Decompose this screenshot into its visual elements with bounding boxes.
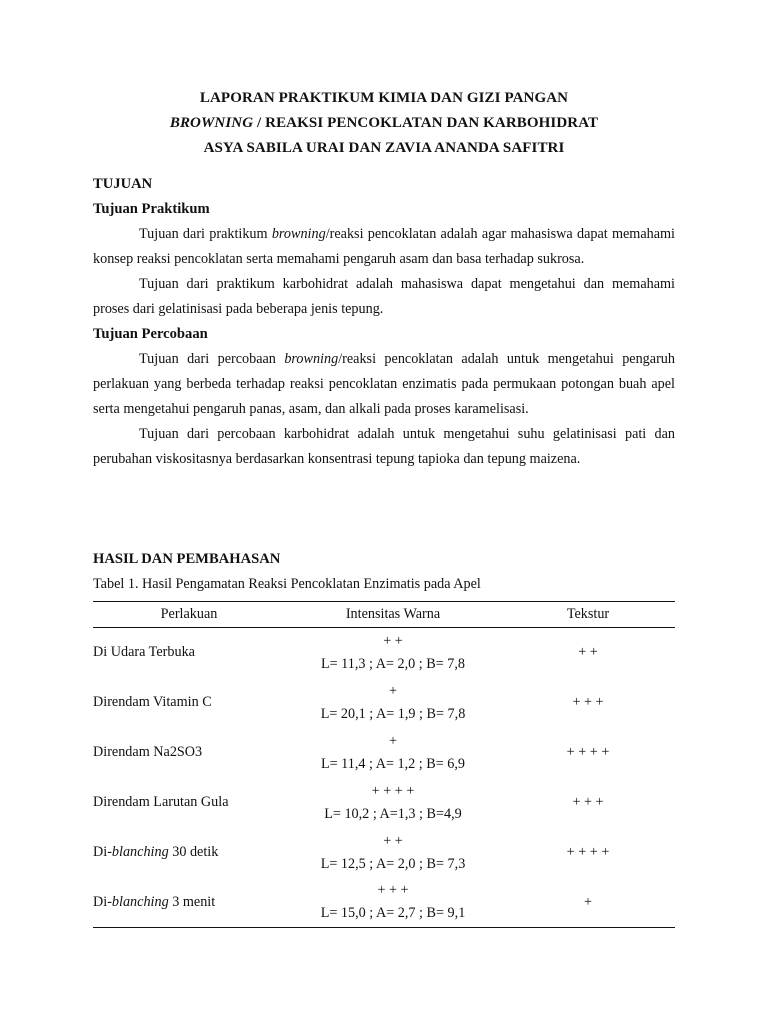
intensitas-cell [285,828,501,878]
text-run: /reaksi pencoklatan adalah untuk mengetahui pengaruh perlakuan yang berbeda terhadap reaksi pencoklatan enzimatis pada permukaan potongan buah apel serta mengetahui pengaruh panas, asam, dan alkali pada proses karamelisasi. [93,351,675,417]
tujuan-percobaan-heading: Tujuan Percobaan [93,326,208,342]
text-run: Tujuan dari praktikum [139,226,272,242]
intensity-signs: + + [383,632,403,649]
report-title [0,86,768,161]
table-row [93,778,675,828]
tekstur-cell: + + + [572,794,604,810]
text-run: Direndam Larutan Gula [93,794,229,810]
lab-values: L= 11,3 ; A= 2,0 ; B= 7,8 [320,655,466,672]
intensitas-cell [285,678,501,728]
intensitas-cell [285,628,501,678]
tekstur-cell: + + + + [566,744,610,760]
intensity-signs: + [388,732,397,749]
tujuan-percobaan-paragraph-1 [93,347,675,422]
tujuan-percobaan-paragraph-2: Tujuan dari percobaan karbohidrat adalah untuk mengetahui suhu gelatinisasi pati dan perubahan viskositasnya berdasarkan konsentrasi tepung tapioka dan tepung maizena. [93,426,675,467]
intensitas-cell [285,728,501,778]
title-line-2 [0,111,768,136]
text-run: Direndam Na2SO3 [93,744,203,760]
text-run: 30 detik [168,844,219,860]
table-row [93,628,675,678]
perlakuan-cell [93,878,285,928]
title-line-1: LAPORAN PRAKTIKUM KIMIA DAN GIZI PANGAN [199,90,569,106]
lab-values: L= 15,0 ; A= 2,7 ; B= 9,1 [320,905,466,922]
text-run: Di- [93,893,112,910]
tujuan-section [93,172,675,472]
column-header-tekstur: Tekstur [501,602,675,628]
table-row [93,678,675,728]
text-run: Di- [93,844,112,860]
intensity-signs: + + [383,832,403,849]
lab-values: L= 12,5 ; A= 2,0 ; B= 7,3 [320,855,466,872]
perlakuan-cell [93,628,285,678]
title-line-3: ASYA SABILA URAI DAN ZAVIA ANANDA SAFITRI [203,140,565,156]
title-italic-word: BROWNING [169,115,254,131]
intensity-signs: + + + + [371,782,415,799]
tekstur-cell: + + + [572,694,604,710]
italic-term: blanching [111,844,169,860]
text-run: Direndam Vitamin C [93,694,212,710]
hasil-section [93,547,675,928]
perlakuan-cell [93,828,285,878]
title-line-2-rest: / REAKSI PENCOKLATAN DAN KARBOHIDRAT [253,115,599,131]
intensity-signs: + [388,682,397,699]
lab-values: L= 11,4 ; A= 1,2 ; B= 6,9 [320,755,466,772]
lab-values: L= 20,1 ; A= 1,9 ; B= 7,8 [320,705,466,722]
table-caption: Tabel 1. Hasil Pengamatan Reaksi Pencoklatan Enzimatis pada Apel [93,576,481,592]
table-row [93,728,675,778]
hasil-heading: HASIL DAN PEMBAHASAN [93,551,281,567]
lab-values: L= 10,2 ; A=1,3 ; B=4,9 [324,805,462,822]
results-table [93,601,675,928]
intensitas-cell [285,878,501,928]
tujuan-praktikum-heading: Tujuan Praktikum [93,201,210,217]
text-run: 3 menit [168,893,216,910]
column-header-intensitas: Intensitas Warna [285,602,501,628]
column-header-perlakuan: Perlakuan [93,602,285,628]
text-run: /reaksi pencoklatan adalah agar mahasiswa dapat memahami konsep reaksi pencoklatan serta memahami pengaruh asam dan basa terhadap sukrosa. [93,226,675,267]
tekstur-cell: + + + + [566,844,610,860]
tujuan-heading: TUJUAN [93,176,153,192]
perlakuan-cell [93,678,285,728]
intensity-signs: + + + [377,882,409,899]
table-header-row [93,602,675,628]
tujuan-praktikum-paragraph-2: Tujuan dari praktikum karbohidrat adalah mahasiswa dapat mengetahui dan memahami proses dari gelatinisasi pada beberapa jenis tepung. [93,276,675,317]
italic-term: browning [271,226,326,242]
tekstur-cell: + [501,878,675,928]
perlakuan-cell [93,778,285,828]
table-row [93,878,675,928]
tekstur-cell: + + [578,644,598,661]
italic-term: browning [284,351,339,367]
text-run: Tujuan dari percobaan [139,351,285,367]
italic-term: blanching [111,893,169,910]
perlakuan-cell [93,728,285,778]
text-run: Di Udara Terbuka [93,644,195,661]
intensitas-cell [285,778,501,828]
table-row [93,828,675,878]
tujuan-praktikum-paragraph-1 [93,222,675,272]
